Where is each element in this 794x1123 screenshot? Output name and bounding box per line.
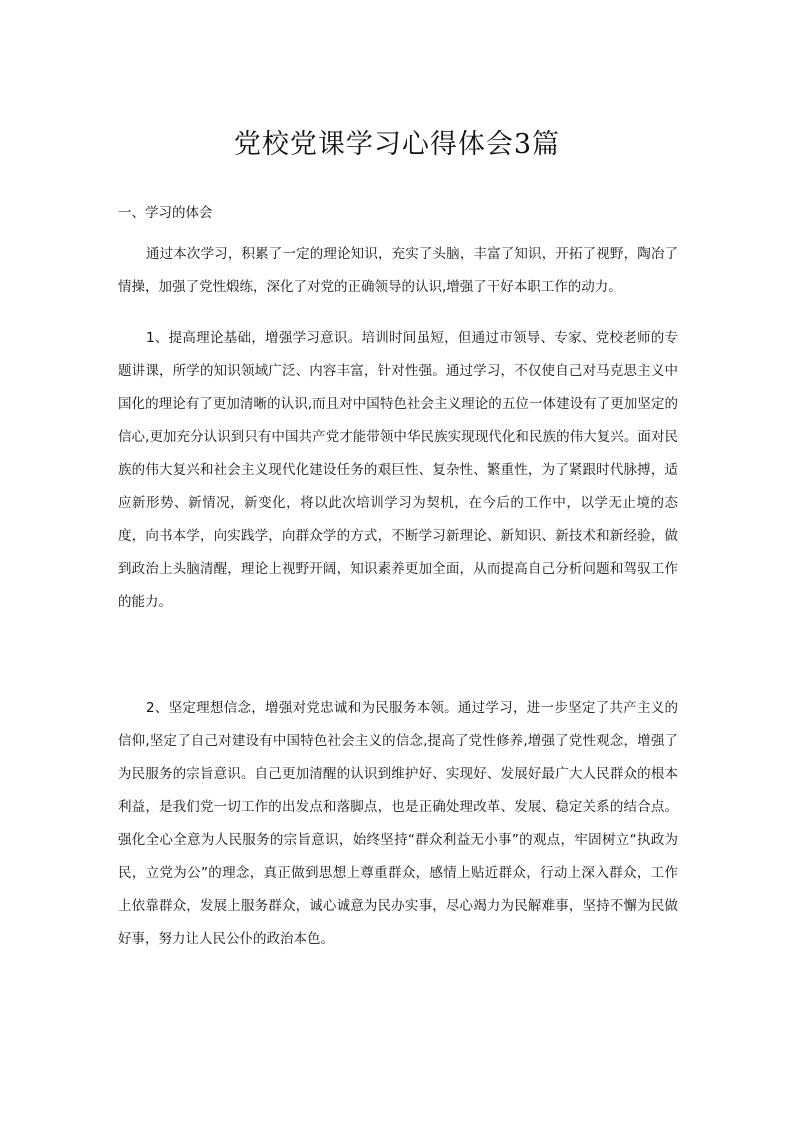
paragraph-point-1: 1、提高理论基础，增强学习意识。培训时间虽短，但通过市领导、专家、党校老师的专题讲课，所学的知识领域广泛、内容丰富，针对性强。通过学习，不仅使自己对马克思主义中国化的理论有了更加清晰的认识,而且对中国特色社会主义理论的五位一体建设有了更加坚定的信心,更加充分认识到只有中国共产党才能带领中华民族实现现代化和民族的伟大复兴。面对民族的伟大复兴和社会主义现代化建设任务的艰巨性、复杂性、繁重性，为了紧跟时代脉搏，适应新形势、新情况，新变化，将以此次培训学习为契机，在今后的工作中，以学无止境的态度，向书本学，向实践学，向群众学的方式，不断学习新理论、新知识、新技术和新经验，做到政治上头脑清醒，理论上视野开阔，知识素养更加全面，从而提高自己分析问题和驾驭工作的能力。 [118,330,678,610]
section-heading: 一、学习的体会 [118,205,213,221]
document-title: 党校党课学习心得体会3篇 [233,129,561,160]
paragraph-intro: 通过本次学习，积累了一定的理论知识，充实了头脑，丰富了知识，开拓了视野，陶冶了情操，加强了党性煅练，深化了对党的正确领导的认识,增强了干好本职工作的动力。 [118,246,678,295]
paragraph-point-2: 2、坚定理想信念，增强对党忠诚和为民服务本领。通过学习，进一步坚定了共产主义的信仰,坚定了自己对建设有中国特色社会主义的信念,提高了党性修养,增强了党性观念，增强了为民服务的宗旨意识。自己更加清醒的认识到维护好、实现好、发展好最广大人民群众的根本利益，是我们党一切工作的出发点和落脚点，也是正确处理改革、发展、稳定关系的结合点。强化全心全意为人民服务的宗旨意识，始终坚持“群众利益无小事”的观点，牢固树立“执政为民，立党为公”的理念，真正做到思想上尊重群众，感情上贴近群众，行动上深入群众，工作上依靠群众，发展上服务群众，诚心诚意为民办实事，尽心竭力为民解难事，坚持不懈为民做好事，努力让人民公仆的政治本色。 [118,700,678,947]
